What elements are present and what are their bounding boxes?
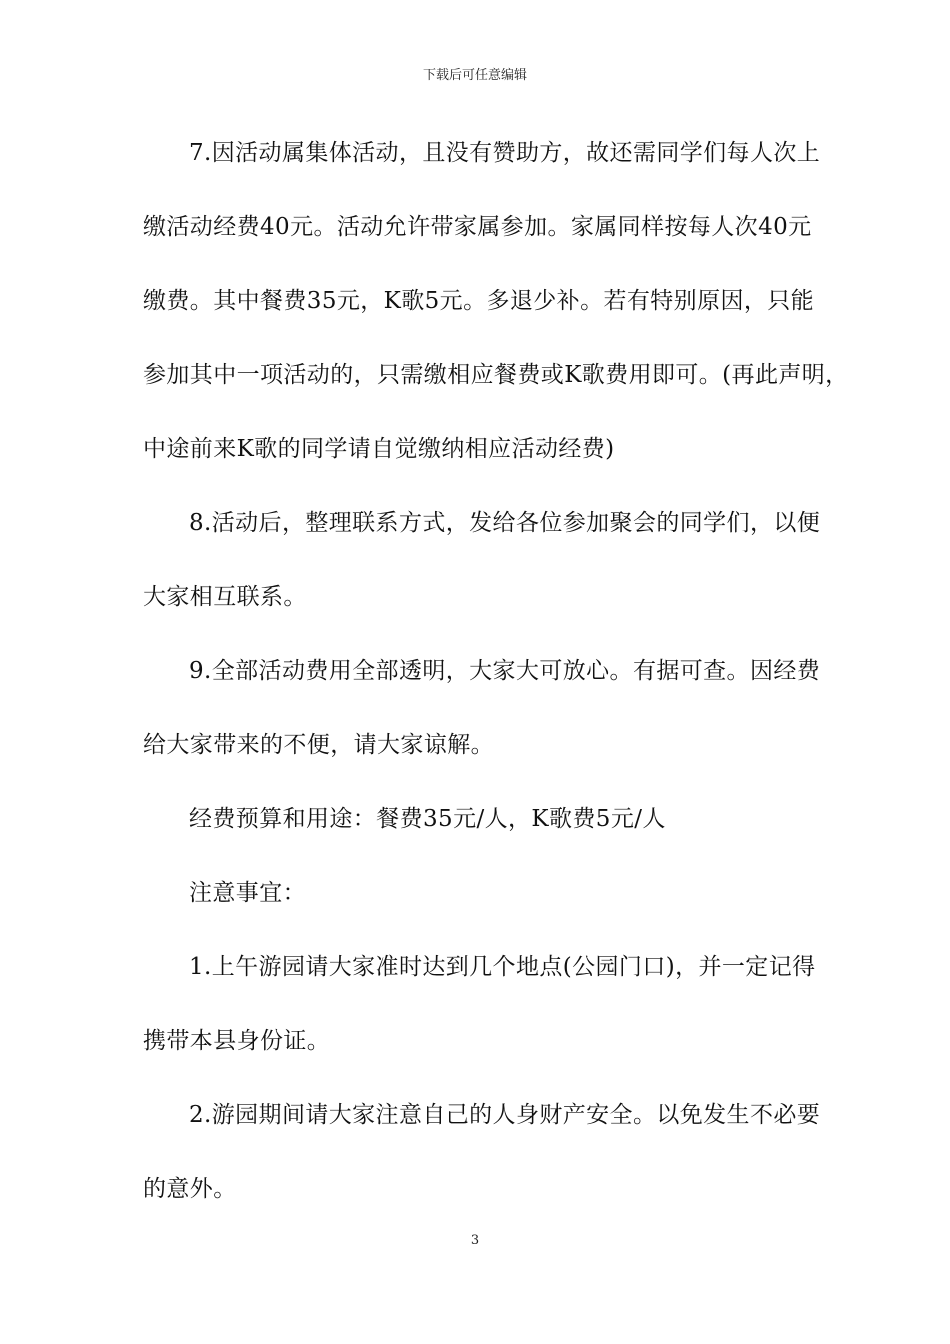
paragraph-line: 的意外。	[143, 1176, 237, 1202]
paragraph-line: 中途前来K歌的同学请自觉缴纳相应活动经费)	[143, 436, 615, 462]
paragraph-line: 经费预算和用途：餐费35元/人，K歌费5元/人	[189, 806, 666, 832]
paragraph-line: 2.游园期间请大家注意自己的人身财产安全。以免发生不必要	[189, 1102, 821, 1128]
page-number: 3	[470, 1233, 480, 1248]
paragraph-line: 注意事宜：	[189, 880, 306, 906]
paragraph-line: 1.上午游园请大家准时达到几个地点(公园门口)，并一定记得	[189, 954, 816, 980]
paragraph-line: 8.活动后，整理联系方式，发给各位参加聚会的同学们，以便	[189, 510, 821, 536]
page-header: 下载后可任意编辑	[422, 68, 527, 83]
paragraph-line: 携带本县身份证。	[143, 1028, 331, 1054]
paragraph-line: 给大家带来的不便，请大家谅解。	[143, 732, 494, 758]
paragraph-line: 9.全部活动费用全部透明，大家大可放心。有据可查。因经费	[189, 658, 821, 684]
paragraph-line: 参加其中一项活动的，只需缴相应餐费或K歌费用即可。(再此声明，	[143, 362, 849, 388]
paragraph-line: 缴费。其中餐费35元，K歌5元。多退少补。若有特别原因，只能	[143, 288, 815, 314]
document-body	[143, 131, 849, 1241]
paragraph-line: 7.因活动属集体活动，且没有赞助方，故还需同学们每人次上	[189, 140, 821, 166]
paragraph-line: 大家相互联系。	[143, 584, 307, 610]
paragraph-line: 缴活动经费40元。活动允许带家属参加。家属同样按每人次40元	[143, 214, 812, 240]
